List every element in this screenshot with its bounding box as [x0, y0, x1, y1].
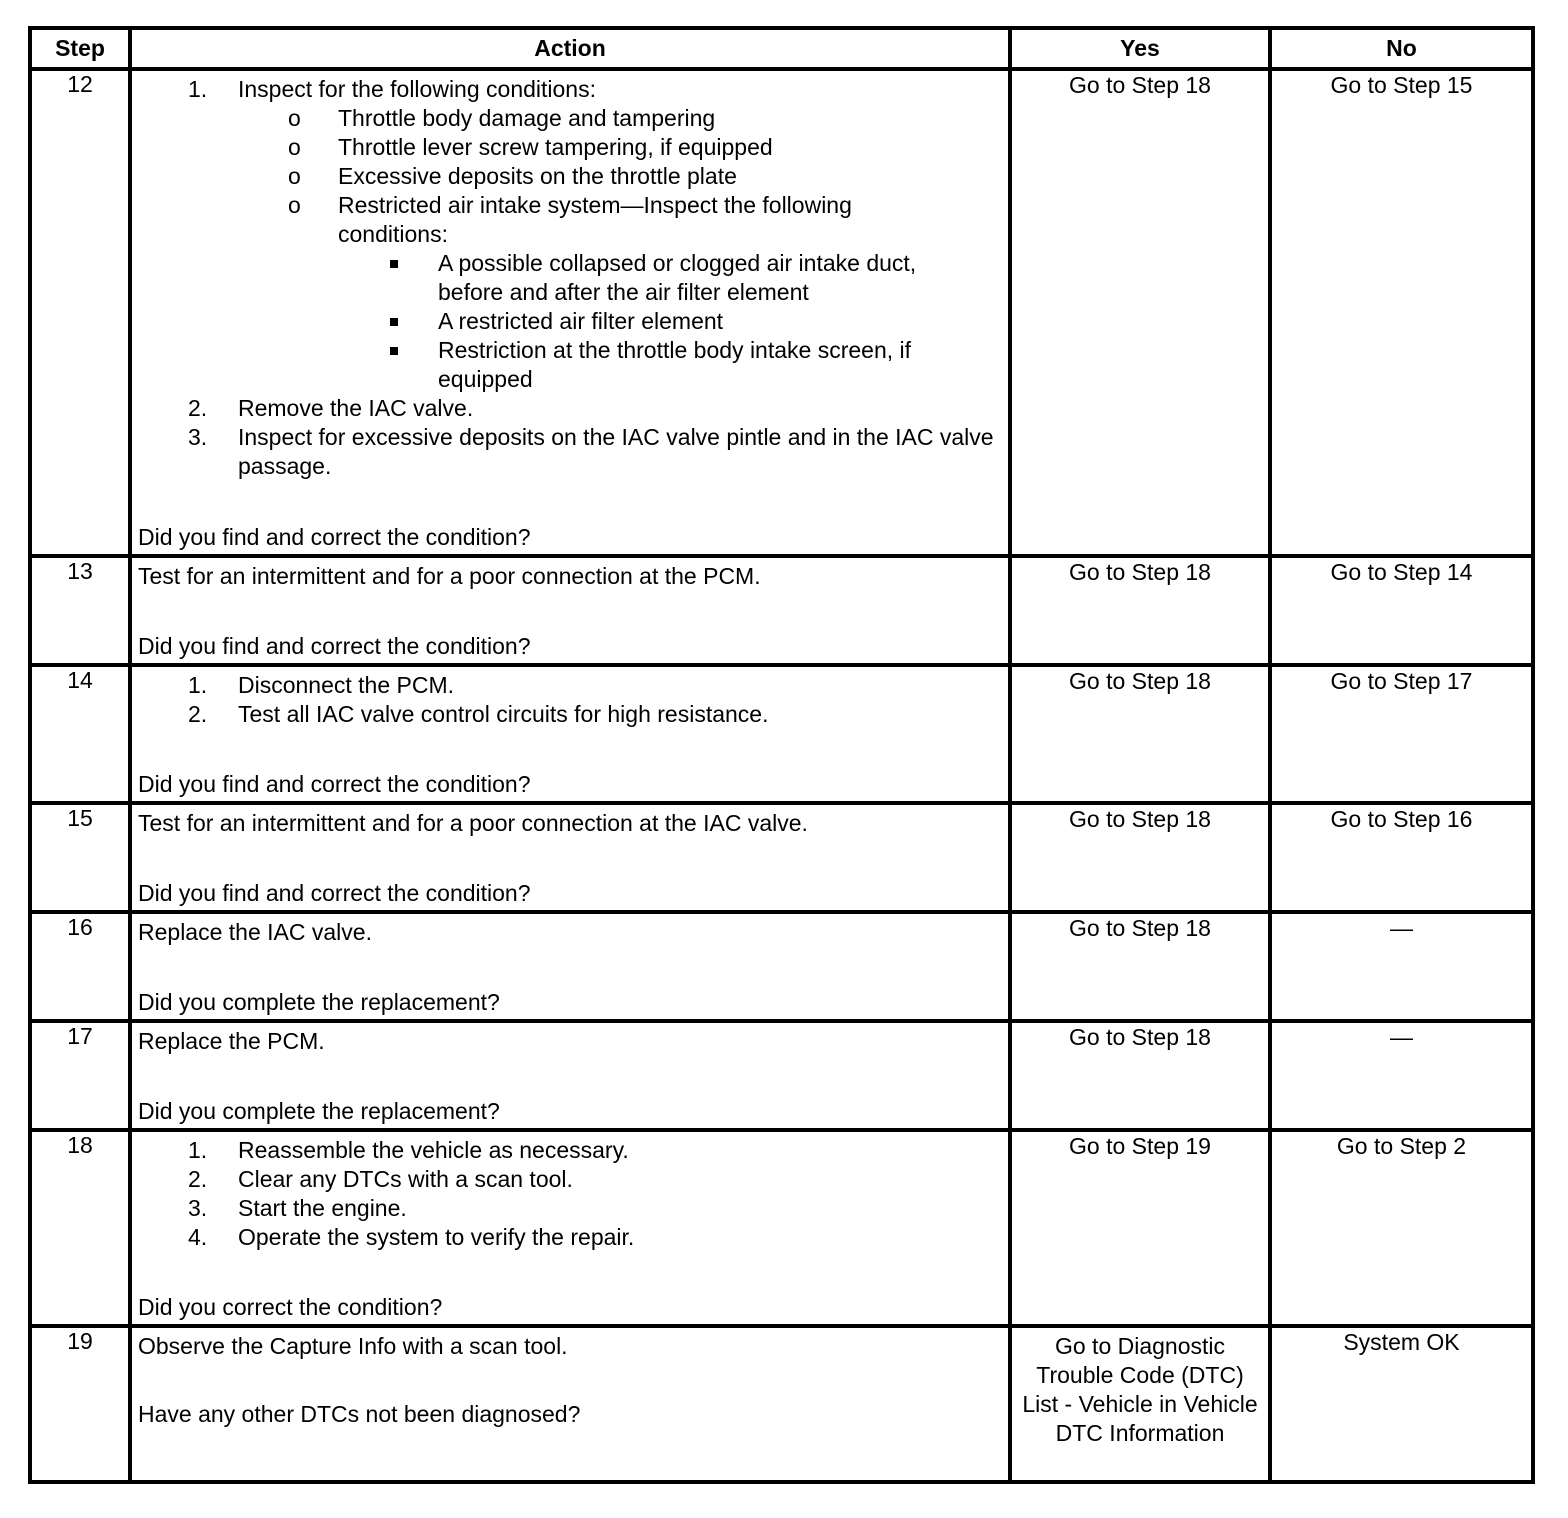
square-bullet-icon [390, 318, 398, 326]
sub-list [138, 104, 1000, 394]
list-item [138, 191, 1000, 394]
square-bullet-icon [390, 347, 398, 355]
question-text: Did you complete the replacement? [138, 989, 500, 1015]
list-item [338, 307, 1000, 336]
step-index: 2. [188, 395, 208, 421]
bullet-icon: o [288, 134, 301, 160]
sub-sub-text: A restricted air filter element [438, 308, 724, 334]
step-index: 2. [188, 1166, 208, 1192]
action-text: Replace the IAC valve. [138, 919, 372, 945]
header-no: No [1270, 28, 1533, 69]
table-row [30, 69, 1533, 556]
yes-link[interactable]: Go to Step 18 [1069, 915, 1211, 941]
no-link[interactable]: Go to Step 15 [1330, 72, 1473, 98]
yes-link[interactable]: Go to Step 18 [1069, 72, 1211, 98]
list-item [338, 249, 1000, 307]
question-text: Did you correct the condition? [138, 1294, 443, 1320]
list-item [138, 1223, 1000, 1252]
step-index: 3. [188, 424, 208, 450]
bullet-icon: o [288, 163, 301, 189]
numbered-steps [138, 75, 1000, 481]
yes-cell [1010, 1326, 1270, 1482]
yes-link[interactable]: Go to Step 18 [1069, 1024, 1211, 1050]
step-text: Inspect for excessive deposits on the IAC valve pintle and in the IAC valve passage. [238, 424, 994, 479]
step-number: 15 [30, 803, 130, 912]
action-text: Test for an intermittent and for a poor connection at the PCM. [138, 563, 761, 589]
list-item [338, 336, 1000, 394]
step-number: 18 [30, 1130, 130, 1326]
header-step: Step [30, 28, 130, 69]
step-text: Disconnect the PCM. [238, 672, 455, 698]
list-item [138, 423, 1000, 481]
step-text: Operate the system to verify the repair. [238, 1224, 635, 1250]
header-row [30, 28, 1533, 69]
square-bullet-icon [390, 260, 398, 268]
step-number: 12 [30, 69, 130, 556]
step-index: 1. [188, 672, 208, 698]
step-text: Start the engine. [238, 1195, 407, 1221]
step-number: 17 [30, 1021, 130, 1130]
no-cell [1270, 1326, 1533, 1482]
list-item [138, 1194, 1000, 1223]
action-text: Test for an intermittent and for a poor connection at the IAC valve. [138, 810, 808, 836]
step-number: 19 [30, 1326, 130, 1482]
yes-link[interactable]: Go to Step 18 [1069, 806, 1211, 832]
no-link[interactable]: Go to Step 2 [1336, 1133, 1467, 1159]
numbered-steps [138, 671, 1000, 729]
action-cell [130, 69, 1010, 556]
yes-cell [1010, 1021, 1270, 1130]
diagnostic-table [28, 26, 1535, 1484]
yes-link[interactable]: Go to Step 18 [1069, 559, 1211, 585]
sub-text: Throttle lever screw tampering, if equipped [338, 134, 773, 160]
step-text: Reassemble the vehicle as necessary. [238, 1137, 629, 1163]
step-index: 1. [188, 1137, 208, 1163]
action-cell [130, 1326, 1010, 1482]
list-item [138, 104, 1000, 133]
question-text: Did you find and correct the condition? [138, 880, 531, 906]
list-item [138, 1136, 1000, 1165]
table-row [30, 1326, 1533, 1482]
table-row [30, 912, 1533, 1021]
action-text: Observe the Capture Info with a scan tool. [138, 1333, 568, 1359]
question-text: Did you find and correct the condition? [138, 771, 531, 797]
sub-text: Excessive deposits on the throttle plate [338, 163, 737, 189]
yes-cell [1010, 665, 1270, 803]
no-link[interactable]: Go to Step 17 [1330, 668, 1473, 694]
action-cell [130, 556, 1010, 665]
step-index: 4. [188, 1224, 208, 1250]
yes-link[interactable]: Go to Diagnostic Trouble Code (DTC) List - Vehicle in Vehicle DTC Information [1022, 1333, 1258, 1446]
no-cell [1270, 69, 1533, 556]
action-cell [130, 665, 1010, 803]
sub-text: Restricted air intake system—Inspect the following conditions: [338, 192, 852, 247]
step-number: 16 [30, 912, 130, 1021]
bullet-icon: o [288, 192, 301, 218]
table-row [30, 556, 1533, 665]
no-cell [1270, 912, 1533, 1021]
list-item [138, 133, 1000, 162]
list-item [138, 75, 1000, 394]
no-link[interactable]: Go to Step 16 [1330, 806, 1473, 832]
no-cell [1270, 665, 1533, 803]
list-item [138, 1165, 1000, 1194]
table-row [30, 1021, 1533, 1130]
question-text: Did you complete the replacement? [138, 1098, 500, 1124]
sub-sub-text: Restriction at the throttle body intake screen, if equipped [438, 337, 912, 392]
header-action: Action [130, 28, 1010, 69]
step-number: 14 [30, 665, 130, 803]
list-item [138, 671, 1000, 700]
action-text: Replace the PCM. [138, 1028, 325, 1054]
yes-cell [1010, 803, 1270, 912]
no-value: — [1390, 1024, 1413, 1050]
numbered-steps [138, 1136, 1000, 1252]
question-text: Did you find and correct the condition? [138, 633, 531, 659]
question-text: Did you find and correct the condition? [138, 524, 531, 550]
sub-text: Throttle body damage and tampering [338, 105, 716, 131]
no-cell [1270, 803, 1533, 912]
step-number: 13 [30, 556, 130, 665]
no-cell [1270, 556, 1533, 665]
yes-cell [1010, 69, 1270, 556]
bullet-icon: o [288, 105, 301, 131]
step-index: 2. [188, 701, 208, 727]
no-cell [1270, 1021, 1533, 1130]
no-cell [1270, 1130, 1533, 1326]
action-cell [130, 912, 1010, 1021]
yes-link[interactable]: Go to Step 19 [1069, 1133, 1211, 1159]
yes-link[interactable]: Go to Step 18 [1069, 668, 1211, 694]
sub-sub-list [338, 249, 1000, 394]
no-value: — [1390, 915, 1413, 941]
list-item [138, 162, 1000, 191]
list-item [138, 700, 1000, 729]
step-text: Remove the IAC valve. [238, 395, 474, 421]
step-index: 1. [188, 76, 208, 102]
sub-sub-text: A possible collapsed or clogged air intake duct, before and after the air filter element [438, 250, 917, 305]
step-index: 3. [188, 1195, 208, 1221]
step-text: Inspect for the following conditions: [238, 76, 596, 102]
yes-cell [1010, 556, 1270, 665]
header-yes: Yes [1010, 28, 1270, 69]
yes-cell [1010, 1130, 1270, 1326]
question-text: Have any other DTCs not been diagnosed? [138, 1401, 581, 1427]
table-row [30, 665, 1533, 803]
step-text: Test all IAC valve control circuits for high resistance. [238, 701, 769, 727]
table-row [30, 1130, 1533, 1326]
step-text: Clear any DTCs with a scan tool. [238, 1166, 573, 1192]
no-value: System OK [1343, 1329, 1460, 1355]
yes-cell [1010, 912, 1270, 1021]
action-cell [130, 1130, 1010, 1326]
table-row [30, 803, 1533, 912]
no-link[interactable]: Go to Step 14 [1330, 559, 1473, 585]
action-cell [130, 1021, 1010, 1130]
list-item [138, 394, 1000, 423]
action-cell [130, 803, 1010, 912]
